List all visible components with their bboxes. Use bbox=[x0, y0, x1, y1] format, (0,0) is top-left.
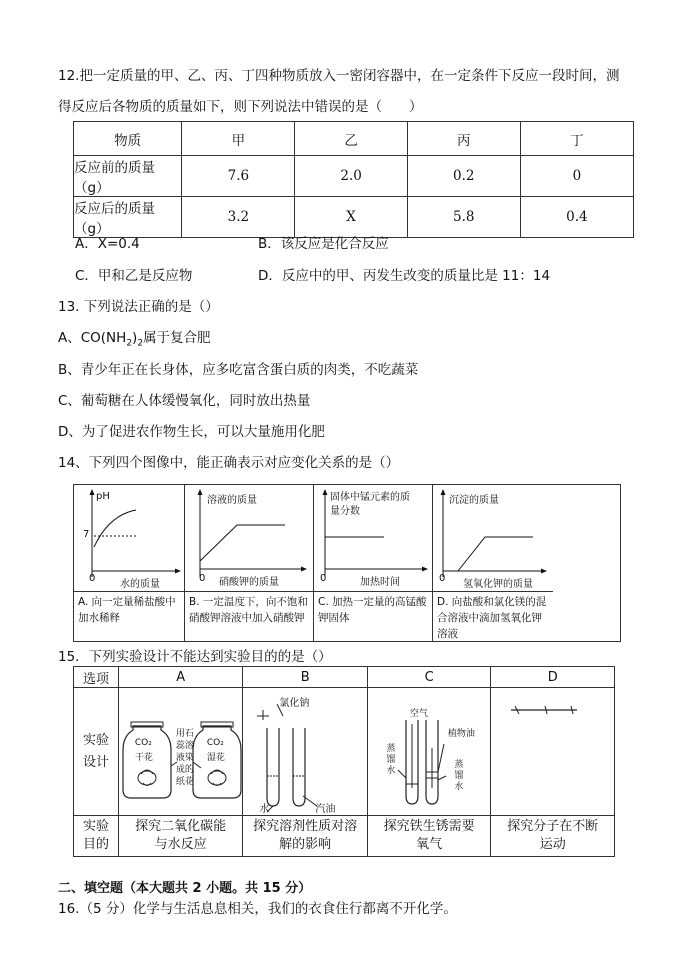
q15-b-oil-label: 汽油 bbox=[315, 804, 336, 815]
q12-header-0: 物质 bbox=[74, 122, 182, 156]
q12-option-d: D．反应中的甲、丙发生改变的质量比是 11：14 bbox=[258, 268, 551, 284]
q15-header-0: 选项 bbox=[74, 667, 119, 688]
q12-row2-cell: X bbox=[295, 197, 407, 238]
q13-a-subscript: 2 bbox=[126, 338, 133, 349]
q15-header-4: D bbox=[491, 667, 615, 688]
q12-row2-cell: 5.8 bbox=[407, 197, 520, 238]
q14-graph-a-origin: 0 bbox=[89, 573, 96, 584]
q15-goal-c: 探究铁生锈需要氧气 bbox=[367, 816, 491, 857]
q12-stem-line1: 12.把一定质量的甲、乙、丙、丁四种物质放入一密闭容器中，在一定条件下反应一段时间，测 bbox=[58, 68, 620, 84]
q14-graph-c bbox=[314, 485, 433, 641]
q14-graph-a-ytick: 7 bbox=[83, 529, 90, 540]
q15-c-water-left-label: 蒸馏水 bbox=[386, 744, 396, 776]
q12-row1-cell: 0 bbox=[520, 156, 633, 197]
q14-graph-b-xlabel: 硝酸钾的质量 bbox=[219, 577, 279, 588]
q14-graph-d-caption: D. 向盐酸和氯化镁的混合溶液中滴加氢氧化钾溶液 bbox=[433, 591, 553, 644]
q14-graph-b-origin: 0 bbox=[199, 573, 206, 584]
q12-stem-line2: 得反应后各物质的质量如下，则下列说法中错误的是（ ） bbox=[58, 99, 423, 115]
q14-graph-d bbox=[433, 485, 620, 641]
q13-option-a bbox=[58, 326, 211, 349]
q15-c-water-right-label: 蒸馏水 bbox=[454, 760, 464, 792]
q15-row-goal-label: 实验目的 bbox=[74, 816, 119, 857]
q15-design-d-drawing bbox=[491, 688, 614, 816]
q15-design-a bbox=[118, 688, 243, 816]
q12-option-a: A．X=0.4 bbox=[75, 236, 140, 252]
q13-a-subscript: 2 bbox=[137, 338, 144, 349]
q15-row-design-label: 实验设计 bbox=[74, 688, 119, 816]
q15-a-right-flower: 湿花 bbox=[206, 753, 225, 763]
q12-row1-cell: 2.0 bbox=[295, 156, 407, 197]
q14-stem: 14、下列四个图像中，能正确表示对应变化关系的是（） bbox=[58, 455, 400, 471]
q13-option-b: B、青少年正在长身体，应多吃富含蛋白质的肉类，不吃蔬菜 bbox=[58, 362, 419, 378]
q15-design-c bbox=[367, 688, 491, 816]
q12-row2-label: 反应后的质量（g） bbox=[74, 197, 182, 238]
q12-table bbox=[73, 121, 634, 238]
q12-header-3: 丙 bbox=[407, 122, 520, 156]
q13-option-d: D、为了促进农作物生长，可以大量施用化肥 bbox=[58, 424, 325, 440]
q14-graph-b-caption: B. 一定温度下，向不饱和硝酸钾溶液中加入硝酸钾 bbox=[185, 591, 313, 628]
q14-graph-a-caption: A. 向一定量稀盐酸中加水稀释 bbox=[74, 591, 184, 628]
q14-graph-c-xlabel: 加热时间 bbox=[360, 577, 400, 588]
q14-graph-a-xlabel: 水的质量 bbox=[120, 579, 160, 590]
q12-option-c: C．甲和乙是反应物 bbox=[75, 268, 193, 284]
q13-a-formula-part: ) bbox=[132, 330, 138, 346]
q13-option-c: C、葡萄糖在人体缓慢氧化，同时放出热量 bbox=[58, 393, 311, 409]
q14-graph-b bbox=[185, 485, 314, 641]
q14-graph-grid bbox=[73, 484, 621, 642]
q15-design-d bbox=[491, 688, 615, 816]
q14-graph-d-ylabel: 沉淀的质量 bbox=[449, 495, 499, 506]
q15-a-right-co2: CO₂ bbox=[206, 738, 224, 748]
q14-graph-a bbox=[74, 485, 185, 641]
q15-a-mid-label: 用石蕊溶液染成的纸花 bbox=[175, 729, 194, 787]
q15-c-air-label: 空气 bbox=[409, 709, 428, 719]
q12-row1-label: 反应前的质量（g） bbox=[74, 156, 182, 197]
q15-goal-a: 探究二氧化碳能与水反应 bbox=[118, 816, 243, 857]
q14-graph-c-caption: C. 加热一定量的高锰酸钾固体 bbox=[314, 591, 432, 628]
q15-table bbox=[73, 666, 615, 857]
section2-title: 二、填空题（本大题共 2 小题。共 15 分） bbox=[58, 881, 312, 896]
q15-a-left-flower: 干花 bbox=[134, 753, 153, 763]
q12-option-b: B．该反应是化合反应 bbox=[258, 236, 389, 252]
q13-stem: 13. 下列说法正确的是（） bbox=[58, 299, 219, 315]
q15-header-2: B bbox=[243, 667, 367, 688]
q15-c-oil-label: 植物油 bbox=[447, 729, 475, 739]
q12-row2-cell: 3.2 bbox=[182, 197, 295, 238]
q16-stem: 16.（5 分）化学与生活息息相关，我们的衣食住行都离不开化学。 bbox=[58, 901, 457, 917]
q12-header-2: 乙 bbox=[295, 122, 407, 156]
q15-goal-b: 探究溶剂性质对溶解的影响 bbox=[243, 816, 367, 857]
q12-header-1: 甲 bbox=[182, 122, 295, 156]
q15-header-1: A bbox=[118, 667, 243, 688]
q15-design-b bbox=[243, 688, 367, 816]
q13-a-text: 属于复合肥 bbox=[143, 330, 211, 346]
q12-header-4: 丁 bbox=[520, 122, 633, 156]
q13-a-formula-part: A、CO(NH bbox=[58, 330, 127, 346]
q15-b-top-label: 氯化钠 bbox=[279, 698, 310, 709]
q12-row2-cell: 0.4 bbox=[520, 197, 633, 238]
q14-graph-d-origin: 0 bbox=[439, 573, 446, 584]
q14-graph-d-xlabel: 氢氧化钾的质量 bbox=[463, 579, 533, 590]
q12-row1-cell: 0.2 bbox=[407, 156, 520, 197]
q15-header-3: C bbox=[367, 667, 491, 688]
q15-stem: 15．下列实验设计不能达到实验目的的是（） bbox=[58, 649, 332, 665]
q14-graph-c-origin: 0 bbox=[320, 573, 327, 584]
q12-row1-cell: 7.6 bbox=[182, 156, 295, 197]
q14-graph-a-ylabel: pH bbox=[96, 491, 110, 502]
q15-goal-d: 探究分子在不断运动 bbox=[491, 816, 615, 857]
q15-b-water-label: 水 bbox=[259, 804, 270, 815]
q15-a-left-co2: CO₂ bbox=[134, 738, 152, 748]
q14-graph-b-ylabel: 溶液的质量 bbox=[207, 495, 257, 506]
q14-graph-c-ylabel: 固体中锰元素的质量分数 bbox=[330, 492, 410, 517]
